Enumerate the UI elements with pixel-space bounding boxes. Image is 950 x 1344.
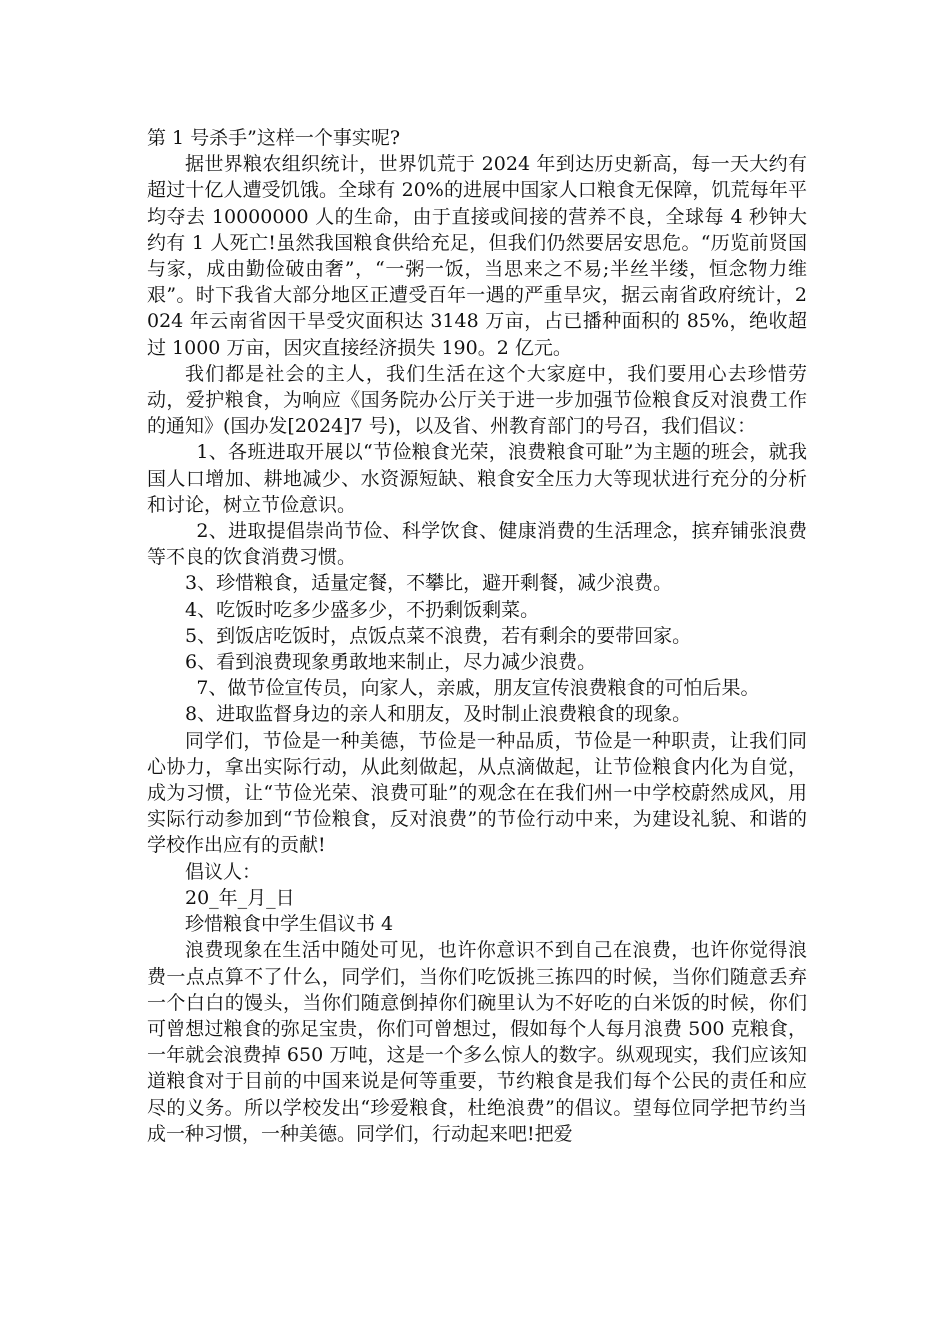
document-paragraph: 据世界粮农组织统计，世界饥荒于 2024 年到达历史新高，每一天大约有超过十亿人遭受饥饿。全球有 20%的进展中国家人口粮食无保障，饥荒每年平均夺去 10000000 人的生命，由于直接或间接的营养不良，全球每 4 秒钟大约有 1 人死亡!虽然我国粮食供给充足，但我们仍然要居安思危。“历览前贤国与家，成由勤俭破由奢”，“一粥一饭，当思来之不易;半丝半缕，恒念物力维艰”。时下我省大部分地区正遭受百年一遇的严重旱灾，据云南省政府统计，2024 年云南省因干旱受灾面积达 3148 万亩，占已播种面积的 85%，绝收超过 1000 万亩，因灾直接经济损失 190。2 亿元。 bbox=[147, 153, 807, 359]
document-paragraph: 我们都是社会的主人，我们生活在这个大家庭中，我们要用心去珍惜劳动，爱护粮食，为响应《国务院办公厅关于进一步加强节俭粮食反对浪费工作的通知》(国办发[2024]7 号)，以及省、州教育部门的号召，我们倡议： bbox=[147, 362, 807, 438]
document-paragraph: 2、进取提倡崇尚节俭、科学饮食、健康消费的生活理念，摈弃铺张浪费等不良的饮食消费习惯。 bbox=[147, 520, 807, 569]
document-paragraph: 第 1 号杀手”这样一个事实呢? bbox=[147, 127, 401, 149]
document-paragraph: 5、到饭店吃饭时，点饭点菜不浪费，若有剩余的要带回家。 bbox=[185, 624, 692, 647]
document-paragraph: 8、进取监督身边的亲人和朋友，及时制止浪费粮食的现象。 bbox=[185, 703, 692, 726]
document-paragraph: 倡议人： bbox=[185, 860, 262, 883]
document-paragraph: 7、做节俭宣传员，向家人，亲戚，朋友宣传浪费粮食的可怕后果。 bbox=[196, 677, 760, 700]
document-paragraph: 同学们，节俭是一种美德，节俭是一种品质，节俭是一种职责，让我们同心协力，拿出实际行动，从此刻做起，从点滴做起，让节俭粮食内化为自觉，成为习惯，让“节俭光荣、浪费可耻”的观念在在我们州一中学校蔚然成风，用实际行动参加到“节俭粮食，反对浪费”的节俭行动中来，为建设礼貌、和谐的学校作出应有的贡献! bbox=[147, 729, 807, 857]
document-paragraph: 3、珍惜粮食，适量定餐，不攀比，避开剩餐，减少浪费。 bbox=[185, 572, 673, 595]
document-paragraph: 4、吃饭时吃多少盛多少，不扔剩饭剩菜。 bbox=[185, 598, 540, 621]
document-paragraph: 20_年_月_日 bbox=[185, 886, 295, 909]
document-page bbox=[147, 125, 807, 1147]
document-paragraph: 浪费现象在生活中随处可见，也许你意识不到自己在浪费，也许你觉得浪费一点点算不了什么，同学们，当你们吃饭挑三拣四的时候，当你们随意丢弃一个白白的馒头，当你们随意倒掉你们碗里认为不好吃的白米饭的时候，你们可曾想过粮食的弥足宝贵，你们可曾想过，假如每个人每月浪费 500 克粮食，一年就会浪费掉 650 万吨，这是一个多么惊人的数字。纵观现实，我们应该知道粮食对于目前的中国来说是何等重要，节约粮食是我们每个公民的责任和应尽的义务。所以学校发出“珍爱粮食，杜绝浪费”的倡议。望每位同学把节约当成一种习惯，一种美德。同学们，行动起来吧!把爱 bbox=[147, 939, 807, 1145]
document-paragraph: 1、各班进取开展以“节俭粮食光荣，浪费粮食可耻”为主题的班会，就我国人口增加、耕地减少、水资源短缺、粮食安全压力大等现状进行充分的分析和讨论，树立节俭意识。 bbox=[147, 441, 807, 516]
document-paragraph: 6、看到浪费现象勇敢地来制止，尽力减少浪费。 bbox=[185, 651, 597, 674]
document-paragraph: 珍惜粮食中学生倡议书 4 bbox=[185, 913, 394, 936]
